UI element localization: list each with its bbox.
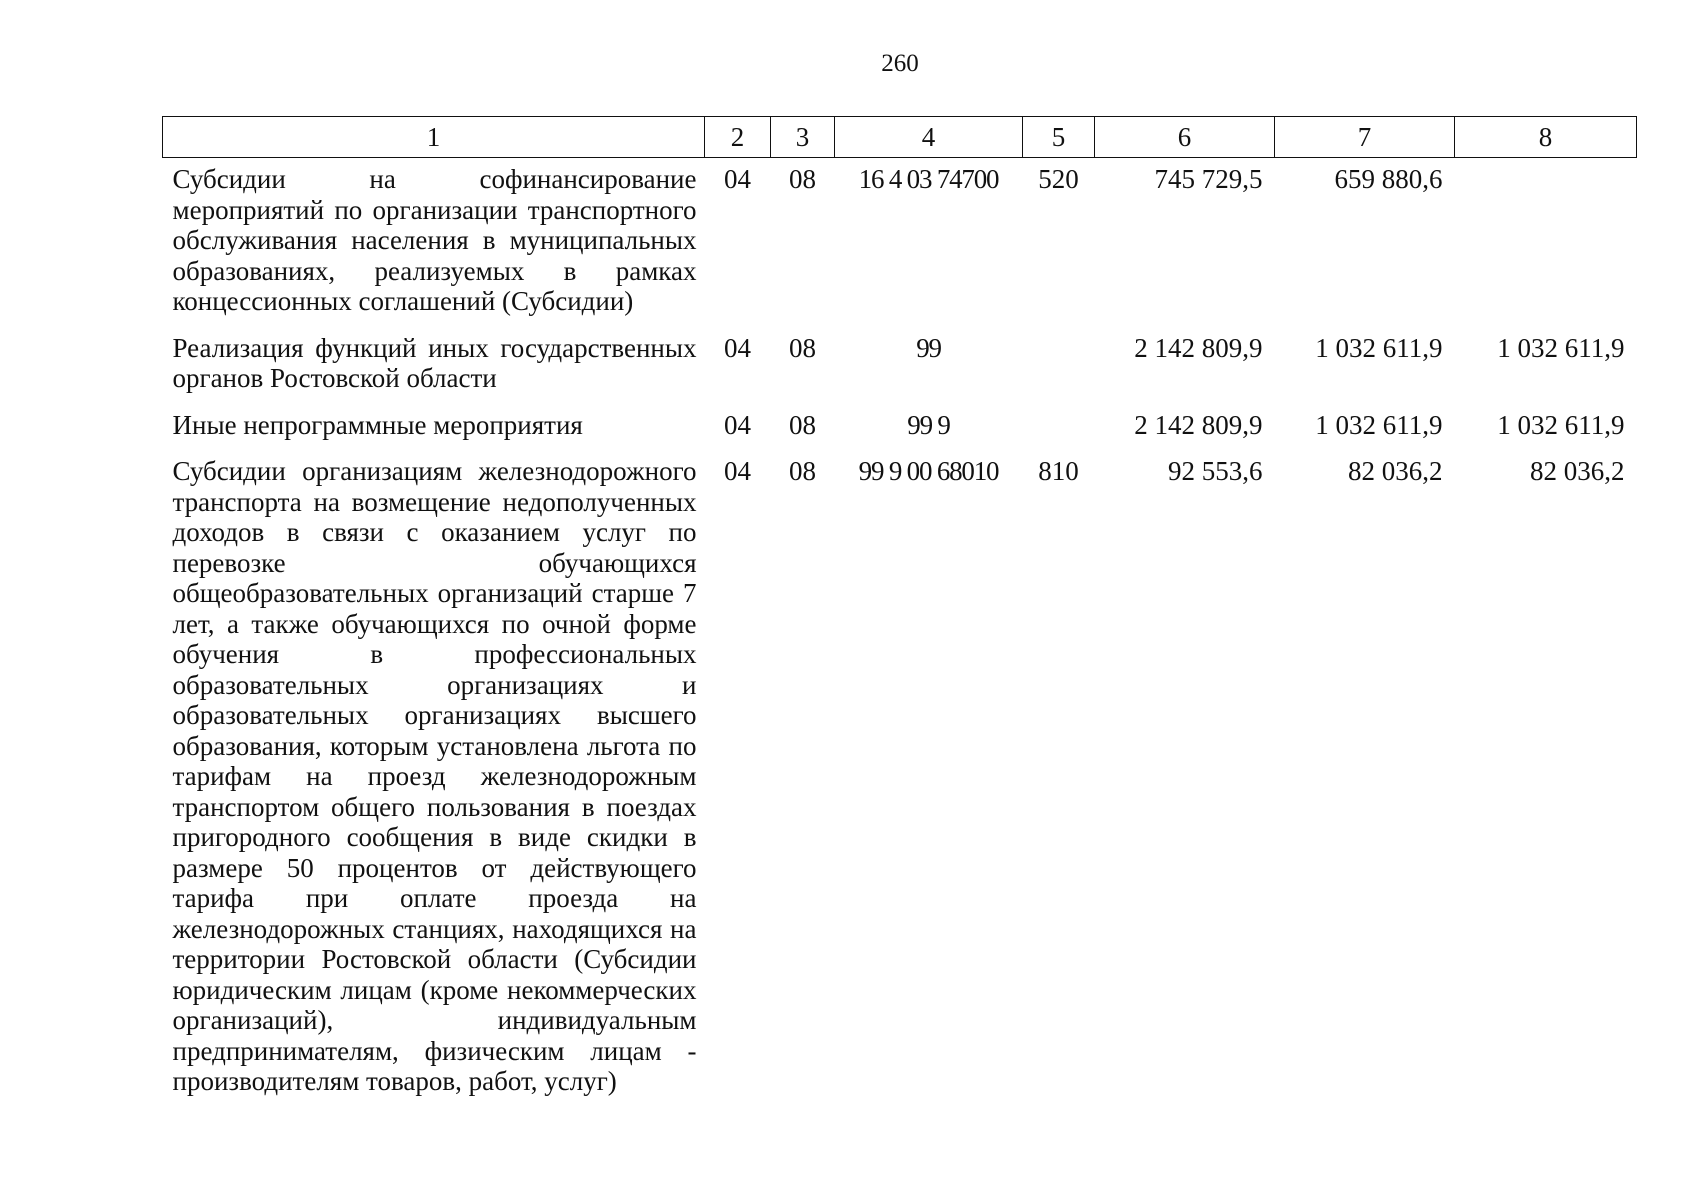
row-section-code: 04	[724, 456, 751, 486]
row-section-code: 04	[724, 164, 751, 194]
page-number: 260	[881, 50, 919, 77]
column-header-8: 8	[1455, 117, 1637, 158]
row-amount-col6: 92 553,6	[1168, 456, 1263, 486]
row-expense-type-code	[1023, 404, 1095, 451]
column-header-6: 6	[1095, 117, 1275, 158]
column-header-2: 2	[705, 117, 771, 158]
column-header-4: 4	[835, 117, 1023, 158]
row-target-article-code: 99	[916, 332, 941, 363]
row-subsection-code: 08	[789, 164, 816, 194]
table-header-row	[163, 117, 1637, 158]
row-amount-col7: 659 880,6	[1334, 164, 1443, 194]
row-subsection-code: 08	[789, 409, 816, 440]
column-header-1: 1	[163, 117, 705, 158]
row-expense-type-code: 520	[1038, 164, 1079, 194]
row-section-code: 04	[724, 332, 751, 363]
row-target-article-code: 16 4 03 74700	[858, 164, 999, 194]
row-description: Иные непрограммные мероприятия	[172, 409, 583, 440]
row-amount-col8: 82 036,2	[1530, 456, 1625, 486]
row-amount-col7: 1 032 611,9	[1315, 332, 1443, 363]
table-row	[163, 404, 1637, 451]
table-row	[163, 158, 1637, 327]
table-row	[163, 450, 1637, 1107]
row-subsection-code: 08	[789, 332, 816, 363]
column-header-5: 5	[1023, 117, 1095, 158]
row-target-article-code: 99 9 00 68010	[858, 456, 999, 486]
table-row	[163, 327, 1637, 404]
budget-table	[162, 116, 1637, 1107]
row-amount-col7: 1 032 611,9	[1315, 409, 1443, 440]
row-amount-col6: 2 142 809,9	[1134, 332, 1263, 363]
row-description: Субсидии на софинансирование мероприятий по организации транспортного обслуживания населения в муниципальных образованиях, реализуемых в рамках концессионных соглашений (Субсидии)	[172, 164, 697, 316]
row-expense-type-code	[1023, 327, 1095, 404]
row-target-article-code: 99 9	[907, 409, 950, 440]
row-section-code: 04	[724, 409, 751, 440]
row-amount-col6: 2 142 809,9	[1134, 409, 1263, 440]
row-expense-type-code: 810	[1038, 456, 1079, 486]
row-amount-col6: 745 729,5	[1154, 164, 1263, 194]
column-header-3: 3	[771, 117, 835, 158]
row-subsection-code: 08	[789, 456, 816, 486]
row-description: Субсидии организациям железнодорожного транспорта на возмещение недополученных доходов в связи с оказанием услуг по перевозке обучающихся общеобразовательных организаций старше 7 лет, а также обучающихся по очной форме обучения в профессиональных образовательных организациях и образовательных организациях высшего образования, которым установлена льгота по тарифам на проезд железнодорожным транспортом общего пользования в поездах пригородного сообщения в виде скидки в размере 50 процентов от действующего тарифа при оплате проезда на железнодорожных станциях, находящихся на территории Ростовской области (Субсидии юридическим лицам (кроме некоммерческих организаций), индивидуальным предпринимателям, физическим лицам - производителям товаров, работ, услуг)	[172, 456, 697, 1096]
row-amount-col8	[1455, 158, 1637, 327]
row-amount-col7: 82 036,2	[1348, 456, 1443, 486]
row-amount-col8: 1 032 611,9	[1497, 409, 1625, 440]
row-amount-col8: 1 032 611,9	[1497, 332, 1625, 363]
column-header-7: 7	[1275, 117, 1455, 158]
row-description: Реализация функций иных государственных органов Ростовской области	[172, 332, 697, 393]
